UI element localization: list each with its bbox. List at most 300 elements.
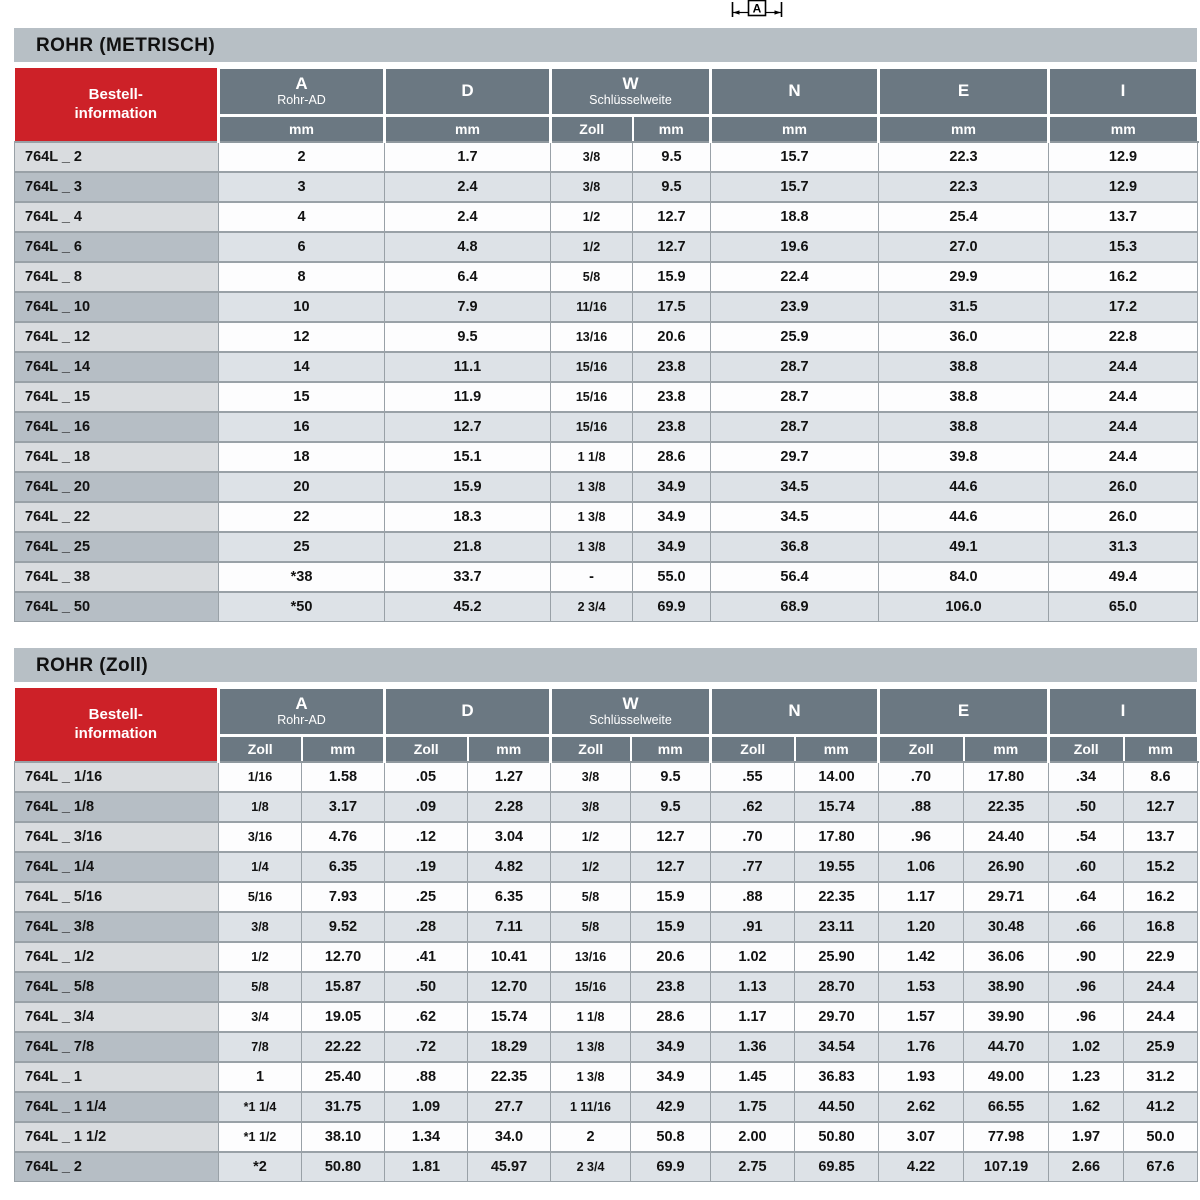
unit-header: mm <box>711 116 879 143</box>
value-cell: 1.62 <box>1049 1092 1124 1122</box>
column-label: N <box>788 81 801 101</box>
unit-header: mm <box>964 736 1049 763</box>
order-info-header-line: Bestell- <box>88 85 143 103</box>
value-cell: 34.9 <box>631 1032 711 1062</box>
value-cell: 7.9 <box>385 292 551 322</box>
value-cell: 1.7 <box>385 142 551 172</box>
unit-header: Zoll <box>879 736 964 763</box>
part-number-cell: 764L _ 18 <box>15 442 219 472</box>
value-cell: 31.3 <box>1049 532 1198 562</box>
table-row <box>15 882 1198 912</box>
value-cell: 1 3/8 <box>551 472 633 502</box>
value-cell: 1.58 <box>302 762 385 792</box>
table-row <box>15 822 1198 852</box>
value-cell: 3.04 <box>468 822 551 852</box>
value-cell: 42.9 <box>631 1092 711 1122</box>
value-cell: 16.2 <box>1124 882 1198 912</box>
order-info-header-line: information <box>74 105 157 123</box>
value-cell: 68.9 <box>711 592 879 622</box>
value-cell: 9.5 <box>633 142 711 172</box>
part-number-cell: 764L _ 12 <box>15 322 219 352</box>
value-cell: 1.36 <box>711 1032 795 1062</box>
column-header-n <box>711 688 879 736</box>
value-cell: 1 3/8 <box>551 532 633 562</box>
unit-header: mm <box>633 116 711 143</box>
table-row <box>15 202 1198 232</box>
value-cell: *2 <box>219 1152 302 1182</box>
part-number-cell: 764L _ 6 <box>15 232 219 262</box>
value-cell: .90 <box>1049 942 1124 972</box>
value-cell: 34.5 <box>711 472 879 502</box>
column-label: W <box>622 693 639 713</box>
value-cell: 17.5 <box>633 292 711 322</box>
value-cell: 1/2 <box>551 232 633 262</box>
table-row <box>15 1032 1198 1062</box>
unit-header: Zoll <box>551 736 631 763</box>
table-row <box>15 532 1198 562</box>
value-cell: 15/16 <box>551 972 631 1002</box>
value-cell: 27.7 <box>468 1092 551 1122</box>
dimension-arrow-graphic <box>731 0 783 17</box>
value-cell: *50 <box>219 592 385 622</box>
value-cell: 1/2 <box>551 822 631 852</box>
value-cell: 44.50 <box>795 1092 879 1122</box>
value-cell: 4.82 <box>468 852 551 882</box>
dimension-label: A <box>752 1 762 16</box>
value-cell: 49.1 <box>879 532 1049 562</box>
column-label: I <box>1120 81 1126 101</box>
value-cell: 2.66 <box>1049 1152 1124 1182</box>
value-cell: 27.0 <box>879 232 1049 262</box>
value-cell: .96 <box>1049 1002 1124 1032</box>
value-cell: 20.6 <box>633 322 711 352</box>
part-number-cell: 764L _ 50 <box>15 592 219 622</box>
value-cell: 23.8 <box>633 352 711 382</box>
value-cell: 34.9 <box>631 1062 711 1092</box>
value-cell: 38.8 <box>879 382 1049 412</box>
value-cell: 22.3 <box>879 142 1049 172</box>
column-label: A <box>295 693 308 713</box>
value-cell: 12.7 <box>631 822 711 852</box>
value-cell: .25 <box>385 882 468 912</box>
value-cell: 3/4 <box>219 1002 302 1032</box>
part-number-cell: 764L _ 38 <box>15 562 219 592</box>
value-cell: 1/2 <box>219 942 302 972</box>
value-cell: 13/16 <box>551 322 633 352</box>
value-cell: 26.90 <box>964 852 1049 882</box>
part-number-cell: 764L _ 14 <box>15 352 219 382</box>
value-cell: .60 <box>1049 852 1124 882</box>
value-cell: 1.06 <box>879 852 964 882</box>
table-row <box>15 592 1198 622</box>
value-cell: 30.48 <box>964 912 1049 942</box>
value-cell: 1 3/8 <box>551 1032 631 1062</box>
value-cell: 1.53 <box>879 972 964 1002</box>
value-cell: 9.52 <box>302 912 385 942</box>
column-sublabel: Schlüsselweite <box>589 93 672 108</box>
value-cell: 26.0 <box>1049 502 1198 532</box>
value-cell: 17.80 <box>964 762 1049 792</box>
value-cell: 50.0 <box>1124 1122 1198 1152</box>
unit-header: mm <box>302 736 385 763</box>
part-number-cell: 764L _ 7/8 <box>15 1032 219 1062</box>
part-number-cell: 764L _ 25 <box>15 532 219 562</box>
value-cell: 2.4 <box>385 202 551 232</box>
value-cell: .50 <box>385 972 468 1002</box>
value-cell: 65.0 <box>1049 592 1198 622</box>
value-cell: 18 <box>219 442 385 472</box>
value-cell: 2.62 <box>879 1092 964 1122</box>
value-cell: 24.4 <box>1049 442 1198 472</box>
value-cell: 15.2 <box>1124 852 1198 882</box>
value-cell: 7.93 <box>302 882 385 912</box>
column-label: A <box>295 73 308 93</box>
value-cell: 8.6 <box>1124 762 1198 792</box>
table-row <box>15 1092 1198 1122</box>
value-cell: 5/8 <box>551 912 631 942</box>
value-cell: 18.29 <box>468 1032 551 1062</box>
column-label: I <box>1120 701 1126 721</box>
value-cell: 29.71 <box>964 882 1049 912</box>
value-cell: .91 <box>711 912 795 942</box>
value-cell: 41.2 <box>1124 1092 1198 1122</box>
value-cell: 9.5 <box>633 172 711 202</box>
value-cell: 12.7 <box>633 232 711 262</box>
value-cell: .88 <box>711 882 795 912</box>
value-cell: 29.9 <box>879 262 1049 292</box>
value-cell: 39.8 <box>879 442 1049 472</box>
part-number-cell: 764L _ 2 <box>15 142 219 172</box>
value-cell: 31.2 <box>1124 1062 1198 1092</box>
unit-header: mm <box>1049 116 1198 143</box>
table-row <box>15 502 1198 532</box>
value-cell: 15/16 <box>551 382 633 412</box>
value-cell: 3/16 <box>219 822 302 852</box>
value-cell: 12.7 <box>385 412 551 442</box>
value-cell: 45.2 <box>385 592 551 622</box>
value-cell: - <box>551 562 633 592</box>
column-label: E <box>957 81 970 101</box>
value-cell: 16 <box>219 412 385 442</box>
part-number-cell: 764L _ 8 <box>15 262 219 292</box>
table-row <box>15 942 1198 972</box>
value-cell: 1.13 <box>711 972 795 1002</box>
value-cell: 34.0 <box>468 1122 551 1152</box>
value-cell: 28.6 <box>631 1002 711 1032</box>
section-title-metric: ROHR (METRISCH) <box>14 28 1197 62</box>
value-cell: 15.1 <box>385 442 551 472</box>
value-cell: 1.02 <box>1049 1032 1124 1062</box>
order-info-header-line: information <box>74 725 157 743</box>
value-cell: .66 <box>1049 912 1124 942</box>
value-cell: 9.5 <box>385 322 551 352</box>
value-cell: 5/8 <box>551 262 633 292</box>
value-cell: 28.6 <box>633 442 711 472</box>
value-cell: 9.5 <box>631 762 711 792</box>
dimension-a-drawing-fragment <box>731 0 783 17</box>
value-cell: 69.9 <box>631 1152 711 1182</box>
part-number-cell: 764L _ 1/8 <box>15 792 219 822</box>
value-cell: 67.6 <box>1124 1152 1198 1182</box>
value-cell: 15.7 <box>711 142 879 172</box>
value-cell: 14.00 <box>795 762 879 792</box>
value-cell: 15.3 <box>1049 232 1198 262</box>
table-row <box>15 442 1198 472</box>
value-cell: .05 <box>385 762 468 792</box>
column-label: W <box>622 73 639 93</box>
value-cell: 28.70 <box>795 972 879 1002</box>
value-cell: *1 1/2 <box>219 1122 302 1152</box>
value-cell: 13/16 <box>551 942 631 972</box>
value-cell: 21.8 <box>385 532 551 562</box>
value-cell: 69.85 <box>795 1152 879 1182</box>
value-cell: 25.90 <box>795 942 879 972</box>
value-cell: 22 <box>219 502 385 532</box>
unit-header: mm <box>468 736 551 763</box>
table-row <box>15 292 1198 322</box>
part-number-cell: 764L _ 22 <box>15 502 219 532</box>
value-cell: 3/8 <box>551 792 631 822</box>
column-header-w <box>551 688 711 736</box>
unit-header: Zoll <box>551 116 633 143</box>
table-row <box>15 972 1198 1002</box>
value-cell: *38 <box>219 562 385 592</box>
value-cell: 16.2 <box>1049 262 1198 292</box>
value-cell: 13.7 <box>1124 822 1198 852</box>
value-cell: 15.9 <box>385 472 551 502</box>
column-header-i <box>1049 68 1198 116</box>
value-cell: 1.42 <box>879 942 964 972</box>
value-cell: 1.23 <box>1049 1062 1124 1092</box>
value-cell: 14 <box>219 352 385 382</box>
value-cell: 1.75 <box>711 1092 795 1122</box>
value-cell: .41 <box>385 942 468 972</box>
value-cell: 10 <box>219 292 385 322</box>
value-cell: 4 <box>219 202 385 232</box>
unit-header: Zoll <box>1049 736 1124 763</box>
value-cell: 15/16 <box>551 352 633 382</box>
table-row <box>15 912 1198 942</box>
table-row <box>15 322 1198 352</box>
table-row <box>15 1152 1198 1182</box>
value-cell: 28.7 <box>711 412 879 442</box>
value-cell: 4.22 <box>879 1152 964 1182</box>
value-cell: 29.7 <box>711 442 879 472</box>
order-info-header <box>15 688 219 763</box>
value-cell: 38.8 <box>879 352 1049 382</box>
value-cell: 5/16 <box>219 882 302 912</box>
table-row <box>15 1002 1198 1032</box>
value-cell: 15.9 <box>633 262 711 292</box>
value-cell: 5/8 <box>551 882 631 912</box>
value-cell: 15.74 <box>795 792 879 822</box>
value-cell: 56.4 <box>711 562 879 592</box>
unit-header: Zoll <box>385 736 468 763</box>
value-cell: 22.9 <box>1124 942 1198 972</box>
value-cell: 24.4 <box>1049 382 1198 412</box>
part-number-cell: 764L _ 20 <box>15 472 219 502</box>
part-number-cell: 764L _ 3/16 <box>15 822 219 852</box>
value-cell: 3/8 <box>219 912 302 942</box>
inch-table <box>14 686 1199 1182</box>
value-cell: 34.9 <box>633 472 711 502</box>
value-cell: 1.02 <box>711 942 795 972</box>
value-cell: 1.97 <box>1049 1122 1124 1152</box>
value-cell: 4.76 <box>302 822 385 852</box>
value-cell: 24.4 <box>1124 972 1198 1002</box>
value-cell: 36.06 <box>964 942 1049 972</box>
value-cell: 22.8 <box>1049 322 1198 352</box>
part-number-cell: 764L _ 1 1/4 <box>15 1092 219 1122</box>
value-cell: 18.3 <box>385 502 551 532</box>
value-cell: 20.6 <box>631 942 711 972</box>
value-cell: .62 <box>385 1002 468 1032</box>
value-cell: 15.74 <box>468 1002 551 1032</box>
part-number-cell: 764L _ 1/2 <box>15 942 219 972</box>
value-cell: 1 1/8 <box>551 442 633 472</box>
value-cell: 1/16 <box>219 762 302 792</box>
value-cell: 2.75 <box>711 1152 795 1182</box>
value-cell: 22.3 <box>879 172 1049 202</box>
value-cell: .54 <box>1049 822 1124 852</box>
value-cell: 2.00 <box>711 1122 795 1152</box>
value-cell: 7/8 <box>219 1032 302 1062</box>
section-title-inch: ROHR (Zoll) <box>14 648 1197 682</box>
value-cell: 1/2 <box>551 852 631 882</box>
value-cell: .55 <box>711 762 795 792</box>
value-cell: 6.35 <box>468 882 551 912</box>
value-cell: 11/16 <box>551 292 633 322</box>
table-row <box>15 562 1198 592</box>
column-sublabel: Schlüsselweite <box>589 713 672 728</box>
value-cell: 1.17 <box>711 1002 795 1032</box>
value-cell: 34.9 <box>633 502 711 532</box>
table-row <box>15 172 1198 202</box>
value-cell: 22.35 <box>964 792 1049 822</box>
value-cell: 15.7 <box>711 172 879 202</box>
value-cell: 15.9 <box>631 912 711 942</box>
value-cell: 26.0 <box>1049 472 1198 502</box>
value-cell: 6.4 <box>385 262 551 292</box>
value-cell: 1 3/8 <box>551 502 633 532</box>
value-cell: 50.8 <box>631 1122 711 1152</box>
value-cell: 36.83 <box>795 1062 879 1092</box>
value-cell: 1 <box>219 1062 302 1092</box>
value-cell: 38.8 <box>879 412 1049 442</box>
value-cell: 8 <box>219 262 385 292</box>
table-row <box>15 1122 1198 1152</box>
value-cell: 66.55 <box>964 1092 1049 1122</box>
value-cell: 5/8 <box>219 972 302 1002</box>
value-cell: 18.8 <box>711 202 879 232</box>
unit-header: mm <box>631 736 711 763</box>
unit-header: mm <box>219 116 385 143</box>
column-header-e <box>879 68 1049 116</box>
value-cell: .09 <box>385 792 468 822</box>
column-header-a <box>219 688 385 736</box>
value-cell: 25.9 <box>711 322 879 352</box>
part-number-cell: 764L _ 10 <box>15 292 219 322</box>
value-cell: 7.11 <box>468 912 551 942</box>
value-cell: 12.7 <box>631 852 711 882</box>
table-row <box>15 412 1198 442</box>
value-cell: 3/8 <box>551 172 633 202</box>
value-cell: 31.5 <box>879 292 1049 322</box>
part-number-cell: 764L _ 3 <box>15 172 219 202</box>
value-cell: 15.87 <box>302 972 385 1002</box>
value-cell: 1.76 <box>879 1032 964 1062</box>
value-cell: 6.35 <box>302 852 385 882</box>
column-header-d <box>385 68 551 116</box>
value-cell: 3.17 <box>302 792 385 822</box>
table-row <box>15 232 1198 262</box>
value-cell: 12.7 <box>1124 792 1198 822</box>
value-cell: 6 <box>219 232 385 262</box>
table-row <box>15 352 1198 382</box>
value-cell: .96 <box>1049 972 1124 1002</box>
value-cell: 3/8 <box>551 142 633 172</box>
value-cell: 24.4 <box>1049 352 1198 382</box>
unit-header: Zoll <box>711 736 795 763</box>
value-cell: .88 <box>385 1062 468 1092</box>
column-label: D <box>461 701 474 721</box>
table-row <box>15 262 1198 292</box>
value-cell: 12.70 <box>468 972 551 1002</box>
value-cell: 1/8 <box>219 792 302 822</box>
value-cell: 23.8 <box>633 382 711 412</box>
value-cell: 44.6 <box>879 472 1049 502</box>
part-number-cell: 764L _ 3/8 <box>15 912 219 942</box>
value-cell: 84.0 <box>879 562 1049 592</box>
value-cell: 2 <box>219 142 385 172</box>
table-row <box>15 792 1198 822</box>
unit-header: mm <box>385 116 551 143</box>
part-number-cell: 764L _ 15 <box>15 382 219 412</box>
unit-header: mm <box>795 736 879 763</box>
value-cell: 38.90 <box>964 972 1049 1002</box>
value-cell: 22.4 <box>711 262 879 292</box>
value-cell: 24.4 <box>1124 1002 1198 1032</box>
part-number-cell: 764L _ 2 <box>15 1152 219 1182</box>
value-cell: 1/2 <box>551 202 633 232</box>
value-cell: 2 3/4 <box>551 1152 631 1182</box>
value-cell: .12 <box>385 822 468 852</box>
value-cell: 12.70 <box>302 942 385 972</box>
value-cell: 1/4 <box>219 852 302 882</box>
part-number-cell: 764L _ 1 <box>15 1062 219 1092</box>
value-cell: 1.45 <box>711 1062 795 1092</box>
value-cell: 22.35 <box>468 1062 551 1092</box>
value-cell: .70 <box>711 822 795 852</box>
value-cell: .72 <box>385 1032 468 1062</box>
table-row <box>15 762 1198 792</box>
column-label: E <box>957 701 970 721</box>
column-header-n <box>711 68 879 116</box>
value-cell: 2 <box>551 1122 631 1152</box>
column-header-i <box>1049 688 1198 736</box>
value-cell: 4.8 <box>385 232 551 262</box>
value-cell: 12.9 <box>1049 172 1198 202</box>
part-number-cell: 764L _ 3/4 <box>15 1002 219 1032</box>
table-row <box>15 852 1198 882</box>
value-cell: 19.05 <box>302 1002 385 1032</box>
value-cell: 44.70 <box>964 1032 1049 1062</box>
value-cell: 3/8 <box>551 762 631 792</box>
value-cell: 1.81 <box>385 1152 468 1182</box>
value-cell: 15 <box>219 382 385 412</box>
unit-header: mm <box>1124 736 1198 763</box>
value-cell: .96 <box>879 822 964 852</box>
